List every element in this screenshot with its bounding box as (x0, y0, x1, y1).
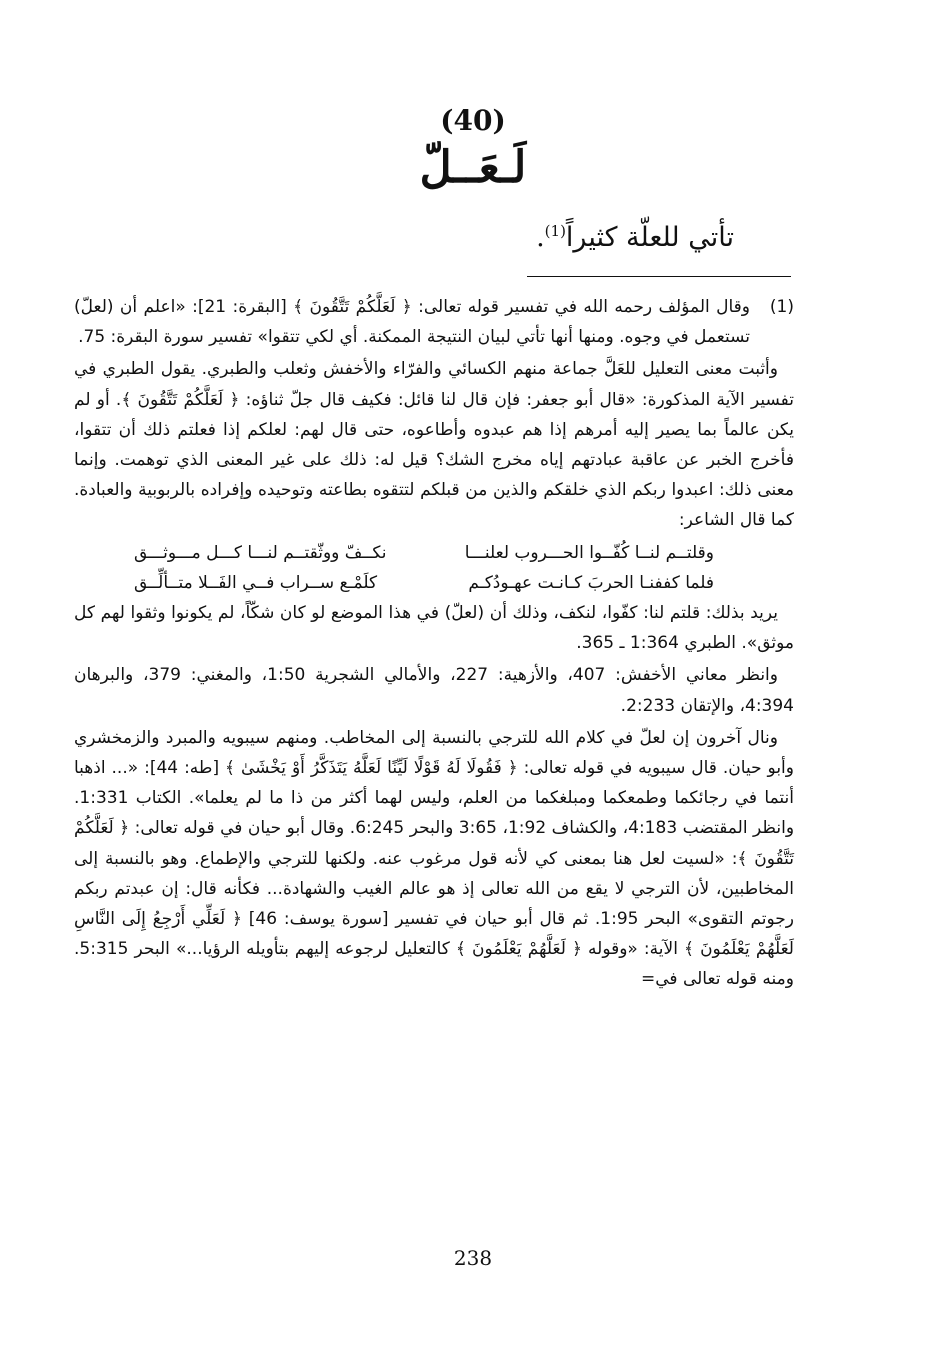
verse-first-hemistich: وقلتــم لنــا كُفّــوا الحـــروب لعلنـــا (464, 542, 714, 563)
intro-end: . (536, 222, 545, 253)
footnote-paragraph: وأثبت معنى التعليل للعَلَّ جماعة منهم الكسائي والفرّاء والأخفش وثعلب والطبري. يقول الطبري في تفسير الآية المذكورة: «قال أبو جعفر: فإن قال لنا قائل: فكيف قال جلّ ثناؤه: ﴿ لَعَلَّكُمْ تَتَّقُونَ ﴾. أو لم يكن عالماً بما يصير إليه أمرهم إذا هم عبدوه وأطاعوه، حتى قال لهم: لعلكم إذا فعلتم ذلك أن تتقوا، فأخرج الخبر عن عاقبة عبادتهم إياه مخرج الشك؟ قيل له: ذلك على غير المعنى الذي توهمت. وإنما معنى ذلك: اعبدوا ربكم الذي خلقكم والذين من قبلكم لتتقوه بطاعته وتوحيده وإفراده بالربوبية والعبادة. كما قال الشاعر: (74, 359, 794, 531)
footnote-paragraph: يريد بذلك: قلتم لنا: كفّوا، لنكف، وذلك أن (لعلّ) في هذا الموضع لو كان شكّاً، لم يكونوا وثقوا لهم كل موثق». الطبري 1:364 ـ 365. (74, 603, 794, 654)
footnote-reference: (1) (544, 222, 566, 240)
chapter-title: لَـعَــلّ (419, 142, 527, 193)
footnote-separator (527, 276, 791, 277)
verse-first-hemistich: فلما كففنـا الحربَ كـانـت عهـودُكـم (468, 572, 714, 593)
verse-second-hemistich: نكــفّ ووثّقتــم لنـــا كـــل مـــوثـــق (134, 542, 387, 563)
footnote-number: (1) (769, 297, 794, 317)
page-number: 238 (453, 1246, 493, 1270)
footnote-block (74, 292, 794, 997)
footnote-paragraph: وانظر معاني الأخفش: 407، والأزهية: 227، والأمالي الشجرية 1:50، والمغني: 379، والبرهان 4:394، والإتقان 2:233. (74, 665, 794, 716)
poem-verse (74, 568, 794, 598)
footnote-paragraph: ونال آخرون إن لعلّ في كلام الله للترجي بالنسبة إلى المخاطب. ومنهم سيبويه والمبرد والزمخشري وأبو حيان. قال سيبويه في قوله تعالى: ﴿ فَقُولَا لَهُ قَوْلًا لَيِّنًا لَعَلَّهُ يَتَذَكَّرُ أَوْ يَخْشَىٰ ﴾ [طه: 44]: «... اذهبا أنتما في رجائكما وطمعكما ومبلغكما من العلم، وليس لهما أكثر من ذا ما لم يعلما». الكتاب 1:331. وانظر المقتضب 4:183، والكشاف 1:92، 3:65 والبحر 6:245. وقال أبو حيان في قوله تعالى: ﴿ لَعَلَّكُمْ تَتَّقُونَ ﴾: «لسيت لعل هنا بمعنى كي لأنه قول مرغوب عنه. ولكنها للترجي والإطماع. وهو بالنسبة إلى المخاطبين، لأن الترجي لا يقع من الله تعالى إذ هو عالم الغيب والشهادة... فكأنه قال: إن عبدتم ربكم رجوتم التقوى» البحر 1:95. ثم قال أبو حيان في تفسير [سورة يوسف: 46] ﴿ لَعَلِّي أَرْجِعُ إِلَى النَّاسِ لَعَلَّهُمْ يَعْلَمُونَ ﴾ الآية: «وقوله ﴿ لَعَلَّهُمْ يَعْلَمُونَ ﴾ كالتعليل لرجوعه إليهم بتأويله الرؤيا...» البحر 5:315. ومنه قوله تعالى في= (74, 727, 795, 990)
verse-second-hemistich: كلَمْـع ســراب فــي الفَــلا متــألِّــق (134, 572, 378, 593)
intro-line (214, 222, 734, 253)
chapter-number: (40) (440, 104, 506, 137)
footnote-paragraph: وقال المؤلف رحمه الله في تفسير قوله تعالى: ﴿ لَعَلَّكُمْ تَتَّقُونَ ﴾ [البقرة: 21]: «اعلم أن (لعلّ) تستعمل في وجوه. ومنها أنها تأتي لبيان النتيجة الممكنة. أي لكي تتقوا» تفسير سورة البقرة: 75. (74, 297, 751, 348)
poem-verse (74, 538, 794, 568)
intro-text: تأتي للعلّة كثيراً (565, 222, 734, 253)
